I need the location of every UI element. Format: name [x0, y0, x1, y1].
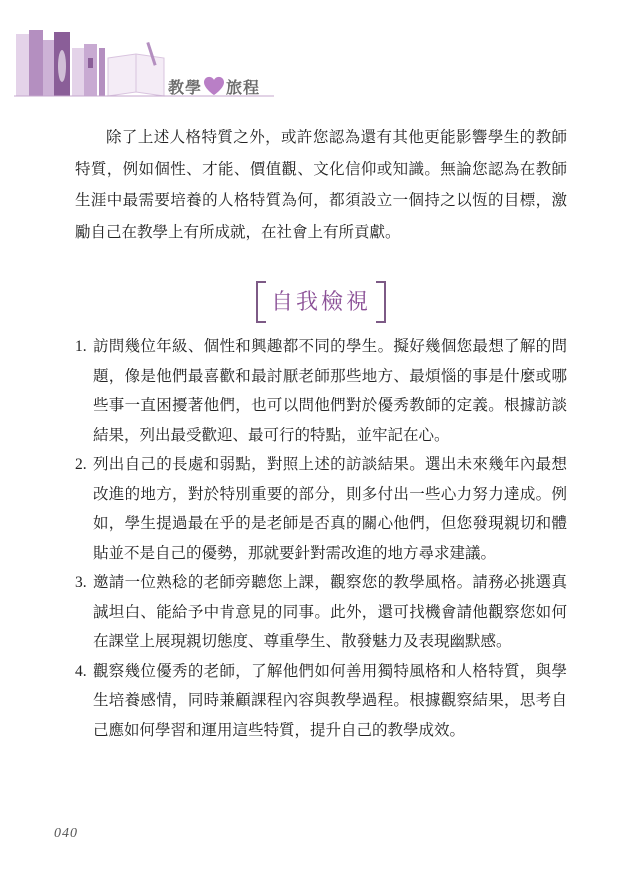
header-title-left: 教學 — [168, 77, 203, 97]
item-text: 邀請一位熟稔的老師旁聽您上課，觀察您的教學風格。請務必挑選真誠坦白、能給予中肯意見的同事。此外，還可找機會請他觀察您如何在課堂上展現親切態度、尊重學生、散發魅力及表現幽默感。 — [93, 573, 567, 650]
list-item — [75, 657, 567, 746]
item-number: 4. — [75, 662, 87, 680]
page-number: 040 — [54, 826, 78, 841]
header-title-right: 旅程 — [226, 77, 261, 97]
right-bracket — [376, 281, 386, 323]
item-number: 3. — [75, 574, 87, 591]
item-number: 2. — [75, 456, 87, 473]
heart-icon — [203, 76, 225, 96]
section-heading — [256, 281, 386, 319]
reflection-list — [75, 332, 567, 745]
item-text: 列出自己的長處和弱點，對照上述的訪談結果。選出未來幾年內最想改進的地方，對於特別重要的部分，則多付出一些心力努力達成。例如，學生提過最在乎的是老師是否真的關心他們，但您發現親切和體貼並不是自己的優勢，那就要針對需改進的地方尋求建議。 — [93, 455, 567, 562]
item-number: 1. — [75, 338, 87, 355]
list-item — [75, 568, 567, 657]
left-bracket — [256, 281, 266, 323]
item-text: 訪問幾位年級、個性和興趣都不同的學生。擬好幾個您最想了解的問題，像是他們最喜歡和最討厭老師那些地方、最煩惱的事是什麼或哪些事一直困擾著他們，也可以問他們對於優秀教師的定義。根據訪談結果，列出最受歡迎、最可行的特點，並牢記在心。 — [93, 337, 567, 444]
header-title — [168, 72, 260, 100]
list-item — [75, 332, 567, 450]
intro-paragraph: 除了上述人格特質之外，或許您認為還有其他更能影響學生的教師特質，例如個性、才能、價值觀、文化信仰或知識。無論您認為在教師生涯中最需要培養的人格特質為何，都須設立一個持之以恆的目標，激勵自己在教學上有所成就，在社會上有所貢獻。 — [75, 128, 567, 241]
item-text: 觀察幾位優秀的老師，了解他們如何善用獨特風格和人格特質，與學生培養感情，同時兼顧課程內容與教學過程。根據觀察結果，思考自己應如何學習和運用這些特質，提升自己的教學成效。 — [93, 661, 567, 739]
list-item — [75, 450, 567, 568]
section-title: 自我檢視 — [270, 289, 371, 315]
